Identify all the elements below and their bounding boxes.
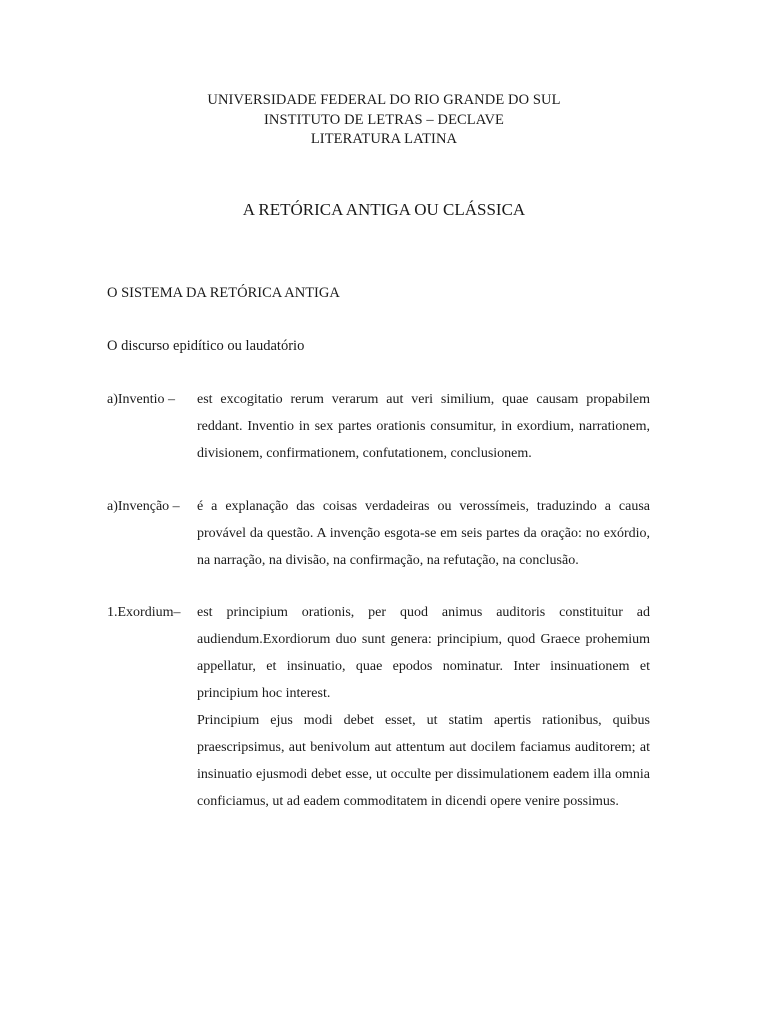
institute-name: INSTITUTO DE LETRAS – DECLAVE bbox=[264, 111, 504, 128]
entry-body bbox=[197, 386, 650, 467]
entry-paragraph: é a explanação das coisas verdadeiras ou verossímeis, traduzindo a causa provável da questão. A invenção esgota-se em seis partes da oração: no exórdio, na narração, na divisão, na confirmação, na refutação, na conclusão. bbox=[197, 499, 650, 568]
course-name: LITERATURA LATINA bbox=[310, 131, 458, 147]
institution-header bbox=[0, 91, 768, 150]
document-title: A RETÓRICA ANTIGA OU CLÁSSICA bbox=[242, 200, 526, 219]
entry-body bbox=[197, 493, 650, 574]
entry-body bbox=[197, 599, 650, 815]
section-heading: O SISTEMA DA RETÓRICA ANTIGA bbox=[107, 285, 340, 301]
university-name: UNIVERSIDADE FEDERAL DO RIO GRANDE DO SUL bbox=[207, 92, 561, 108]
subheading: O discurso epidítico ou laudatório bbox=[107, 338, 305, 354]
entry-term: a)Inventio – bbox=[107, 392, 176, 407]
entry-paragraph: est excogitatio rerum verarum aut veri similium, quae causam propabilem reddant. Inventio in sex partes orationis consumitur, in exordium, narrationem, divisionem, confirmationem, confutationem, conclusionem. bbox=[197, 392, 650, 461]
entry-paragraph: est principium orationis, per quod animus auditoris constituitur ad audiendum.Exordiorum duo sunt genera: principium, quod Graece prohemium appellatur, et insinuatio, quae epodos nominatur. Inter insinuationem et principium hoc interest. bbox=[197, 605, 650, 701]
entry-term: 1.Exordium– bbox=[107, 605, 181, 620]
entry-term: a)Invenção – bbox=[107, 499, 180, 514]
entry-paragraph: Principium ejus modi debet esset, ut statim apertis rationibus, quibus praescripsimus, aut benivolum aut attentum aut docilem faciamus auditorem; at insinuatio ejusmodi debet esse, ut occulte per dissimulationem eadem illa omnia conficiamus, ut ad eadem commoditatem in dicendi opere venire possimus. bbox=[197, 713, 650, 809]
